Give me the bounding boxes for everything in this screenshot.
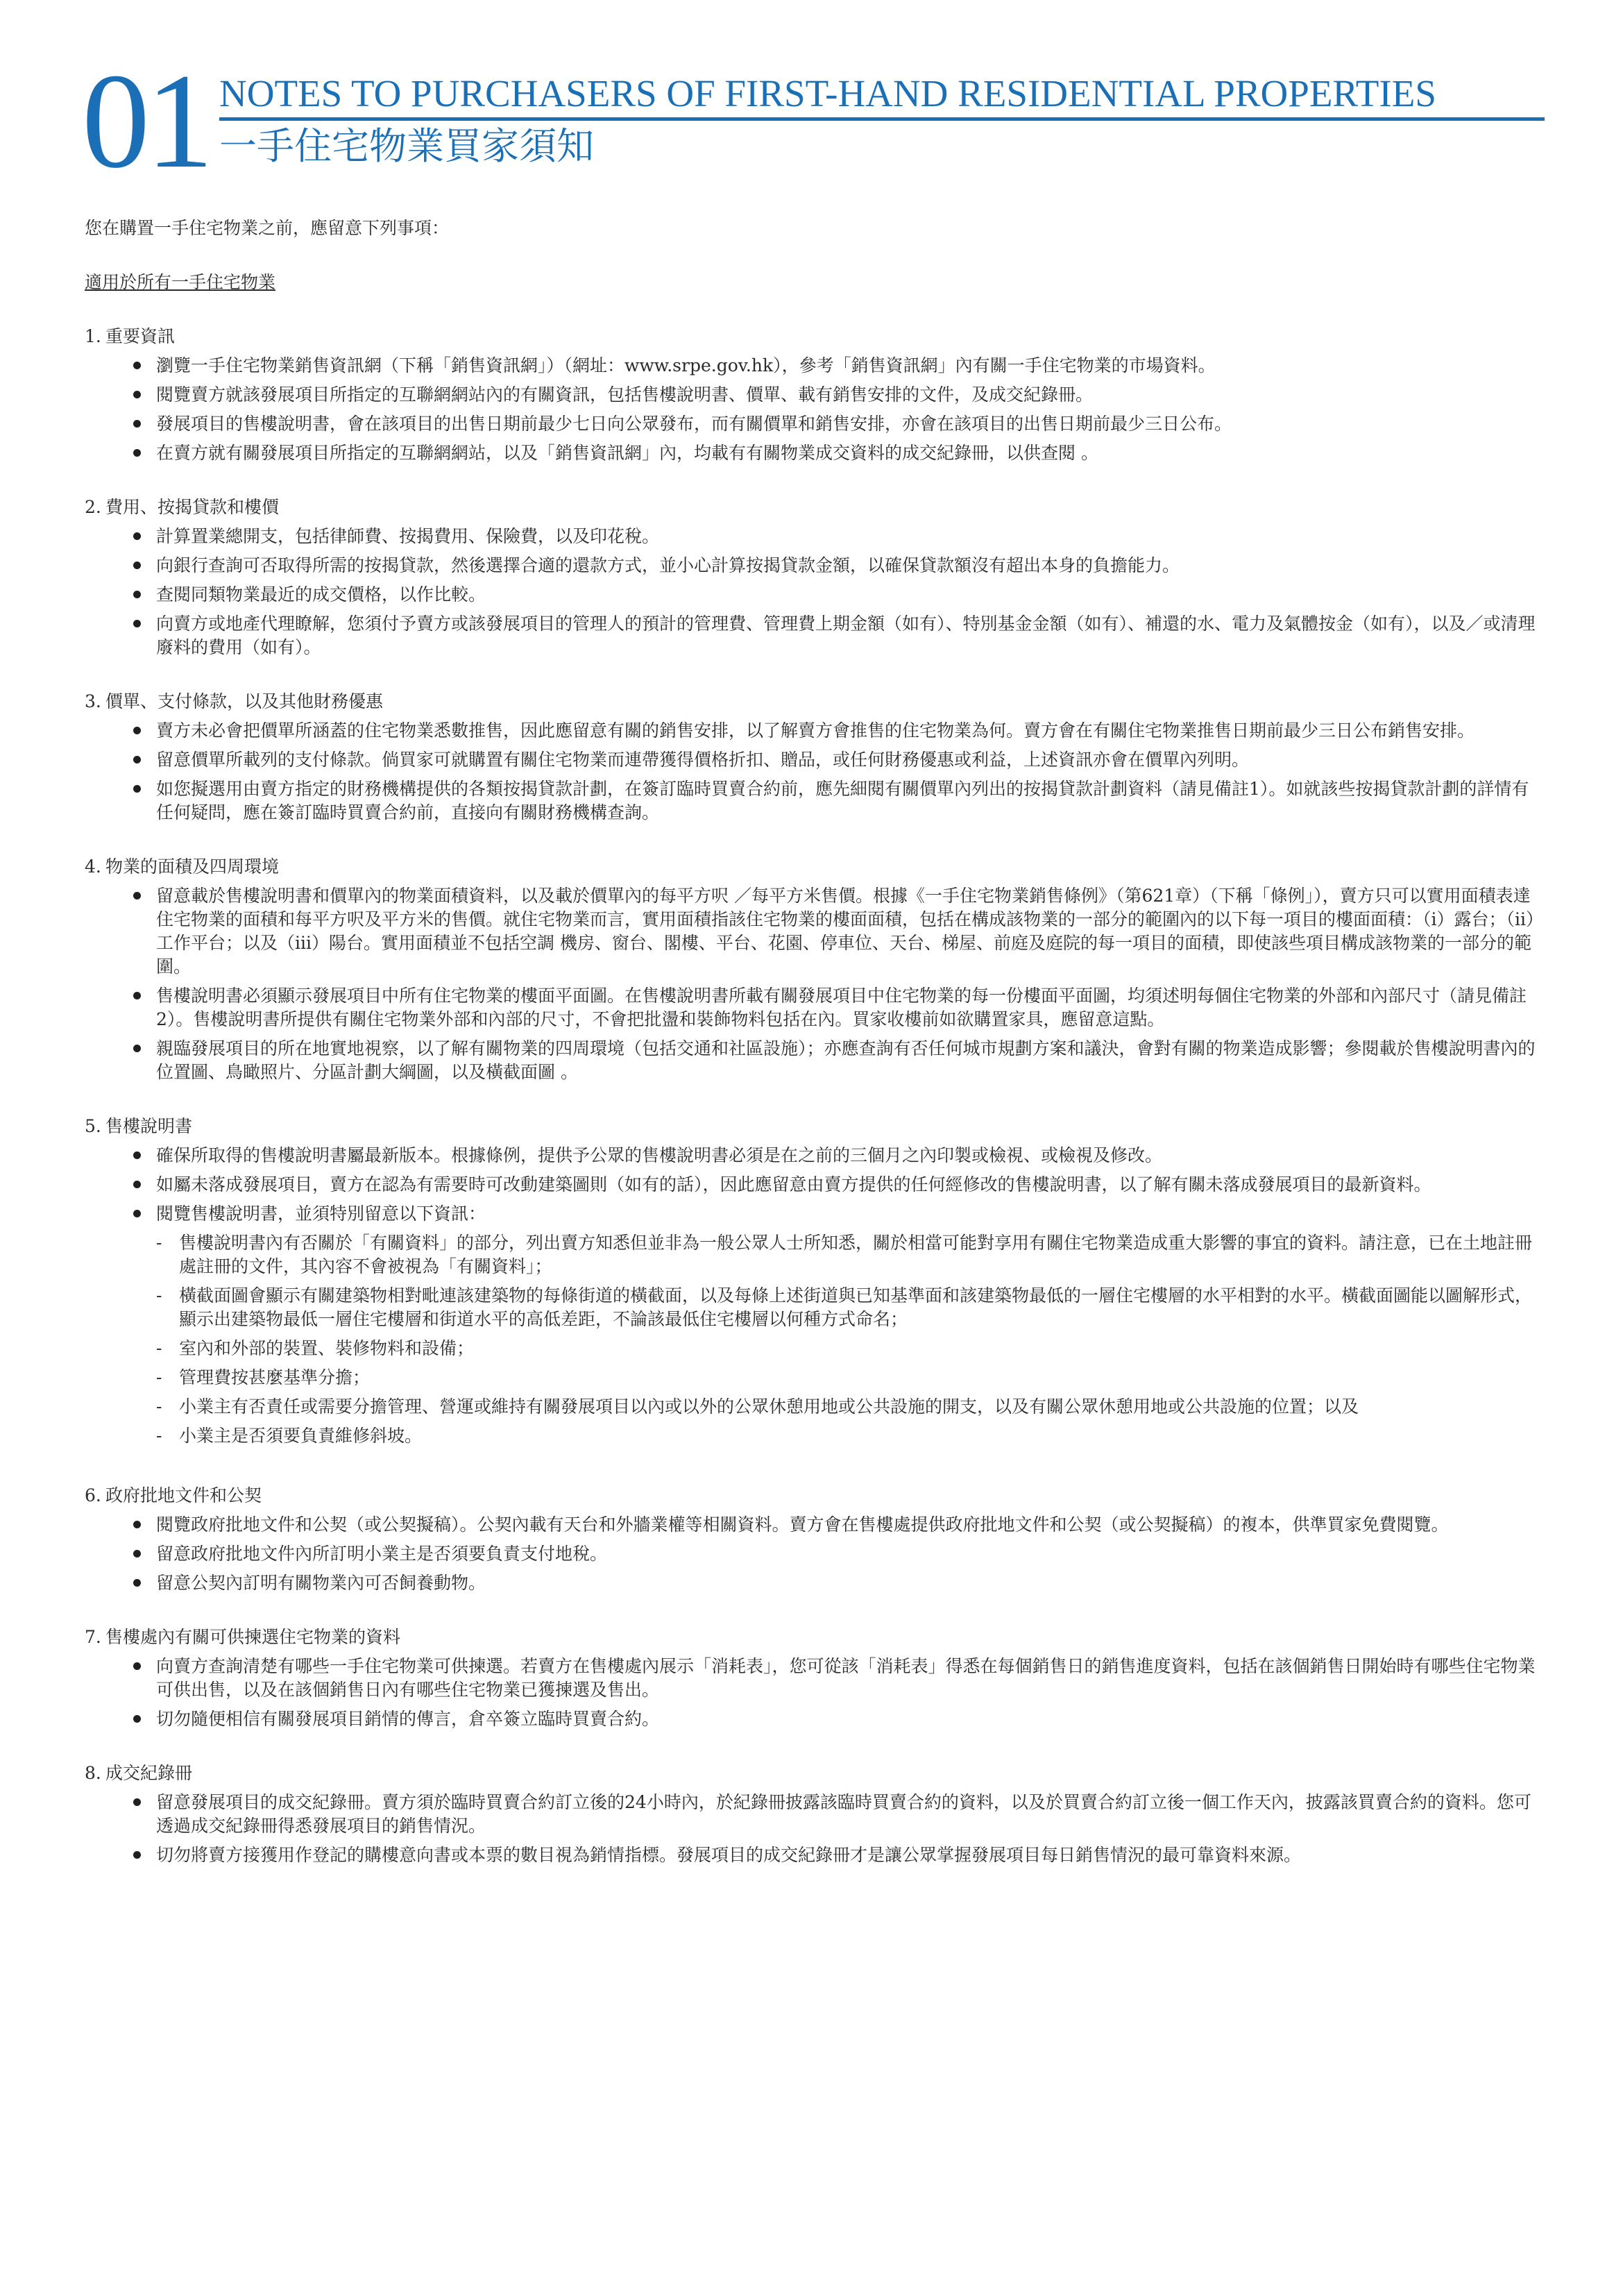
- sub-item: [156, 1366, 1546, 1390]
- section-heading: [85, 1626, 1546, 1649]
- scope-heading: 適用於所有一手住宅物業: [85, 272, 276, 292]
- dash-icon: -: [156, 1285, 162, 1306]
- bullet-text: 計算置業總開支，包括律師費、按揭費用、保險費，以及印花稅。: [156, 526, 660, 546]
- bullet-text: 留意公契內訂明有關物業內可否飼養動物。: [156, 1573, 486, 1593]
- bullet-dot-icon: [133, 1521, 141, 1528]
- bullet-dot-icon: [133, 1579, 141, 1587]
- section-2: [85, 496, 1546, 659]
- bullet-item: [133, 719, 1546, 743]
- bullet-item: [133, 1843, 1546, 1867]
- bullet-list: [85, 1144, 1546, 1453]
- dash-icon: -: [156, 1233, 162, 1253]
- section-heading: [85, 1484, 1546, 1508]
- bullet-dot-icon: [133, 1550, 141, 1558]
- bullet-list: [85, 884, 1546, 1084]
- bullet-content: [156, 441, 1546, 465]
- section-number: 5.: [85, 1116, 101, 1136]
- bullet-list: [85, 525, 1546, 659]
- section-heading: [85, 1762, 1546, 1785]
- bullet-dot-icon: [133, 532, 141, 540]
- bullet-text: 確保所取得的售樓說明書屬最新版本。根據條例，提供予公眾的售樓說明書必須是在之前的三個月之內印製或檢視、或檢視及修改。: [156, 1145, 1163, 1165]
- section-7: [85, 1626, 1546, 1731]
- bullet-dot-icon: [133, 1715, 141, 1723]
- bullet-item: [133, 1655, 1546, 1702]
- bullet-content: [156, 1655, 1546, 1702]
- bullet-dot-icon: [133, 1210, 141, 1217]
- bullet-item: [133, 777, 1546, 825]
- title-divider: [219, 117, 1545, 121]
- sub-item-text: 售樓說明書內有否關於「有關資料」的部分，列出賣方知悉但並非為一般公眾人士所知悉，關於相當可能對享用有關住宅物業造成重大影響的事宜的資料。請注意，已在土地註冊處註冊的文件，其內容不會被視為「有關資料」；: [179, 1233, 1533, 1276]
- bullet-list: [85, 1655, 1546, 1731]
- bullet-content: [156, 1791, 1546, 1838]
- section-title: 售樓說明書: [105, 1116, 193, 1136]
- bullet-list: [85, 719, 1546, 825]
- bullet-content: [156, 1144, 1546, 1167]
- section-title: 價單、支付條款，以及其他財務優惠: [105, 691, 384, 711]
- bullet-text: 留意價單所載列的支付條款。倘買家可就購置有關住宅物業而連帶獲得價格折扣、贈品，或任何財務優惠或利益，上述資訊亦會在價單內列明。: [156, 750, 1250, 770]
- bullet-text: 親臨發展項目的所在地實地視察，以了解有關物業的四周環境（包括交通和社區設施）；亦應查詢有否任何城市規劃方案和議決，會對有關的物業造成影響；參閱載於售樓說明書內的位置圖、鳥瞰照片、分區計劃大綱圖，以及橫截面圖 。: [156, 1038, 1536, 1082]
- dash-icon: -: [156, 1396, 162, 1417]
- bullet-content: [156, 1037, 1546, 1084]
- bullet-dot-icon: [133, 1798, 141, 1806]
- bullet-content: [156, 719, 1546, 743]
- bullet-item: [133, 583, 1546, 607]
- bullet-list: [85, 1513, 1546, 1595]
- bullet-text: 留意載於售樓說明書和價單內的物業面積資料，以及載於價單內的每平方呎 ／每平方米售價。根據《一手住宅物業銷售條例》（第621章）（下稱「條例」），賣方只可以實用面積表達住宅物業的面積和每平方呎及平方米的售價。就住宅物業而言，實用面積指該住宅物業的樓面面積，包括在構成該物業的一部分的範圍內的以下每一項目的樓面面積：（i）露台；（ii）工作平台；以及（iii）陽台。實用面積並不包括空調 機房、窗台、閣樓、平台、花園、停車位、天台、梯屋、前庭及庭院的每一項目的面積，即使該些項目構成該物業的一部分的範圍。: [156, 886, 1543, 977]
- bullet-text: 查閱同類物業最近的成交價格，以作比較。: [156, 584, 486, 605]
- bullet-content: [156, 777, 1546, 825]
- section-number: 4.: [85, 856, 101, 877]
- bullet-content: [156, 884, 1546, 979]
- bullet-item: [133, 1202, 1546, 1453]
- page-header: [82, 46, 1553, 196]
- bullet-text: 閱覽售樓說明書，並須特別留意以下資訊：: [156, 1204, 486, 1224]
- section-heading: [85, 325, 1546, 348]
- sections-list: [85, 325, 1546, 1867]
- bullet-content: [156, 748, 1546, 772]
- section-title: 重要資訊: [105, 326, 176, 346]
- sub-item: [156, 1337, 1546, 1360]
- bullet-text: 向賣方或地產代理瞭解，您須付予賣方或該發展項目的管理人的預計的管理費、管理費上期金額（如有）、特別基金金額（如有）、補還的水、電力及氣體按金（如有），以及／或清理廢料的費用（如有）。: [156, 614, 1536, 657]
- bullet-item: [133, 1037, 1546, 1084]
- bullet-item: [133, 1173, 1546, 1197]
- section-5: [85, 1115, 1546, 1453]
- bullet-item: [133, 1571, 1546, 1595]
- bullet-item: [133, 1144, 1546, 1167]
- section-heading: [85, 1115, 1546, 1138]
- dash-icon: -: [156, 1426, 162, 1446]
- bullet-content: [156, 1513, 1546, 1537]
- bullet-content: [156, 383, 1546, 407]
- bullet-item: [133, 984, 1546, 1031]
- bullet-dot-icon: [133, 727, 141, 734]
- bullet-content: [156, 1202, 1546, 1453]
- sub-item-text: 橫截面圖會顯示有關建築物相對毗連該建築物的每條街道的橫截面，以及每條上述街道與已知基準面和該建築物最低的一層住宅樓層的水平相對的水平。橫截面圖能以圖解形式，顯示出建築物最低一層住宅樓層和街道水平的高低差距，不論該最低住宅樓層以何種方式命名；: [179, 1285, 1533, 1329]
- bullet-dot-icon: [133, 362, 141, 369]
- bullet-dot-icon: [133, 620, 141, 627]
- bullet-dot-icon: [133, 391, 141, 398]
- bullet-dot-icon: [133, 892, 141, 900]
- bullet-content: [156, 1571, 1546, 1595]
- section-title: 成交紀錄冊: [105, 1763, 193, 1783]
- sub-item: [156, 1424, 1546, 1448]
- bullet-text: 發展項目的售樓說明書，會在該項目的出售日期前最少七日向公眾發布，而有關價單和銷售安排，亦會在該項目的出售日期前最少三日公布。: [156, 414, 1232, 434]
- bullet-text: 向銀行查詢可否取得所需的按揭貸款，然後選擇合適的還款方式，並小心計算按揭貸款金額，以確保貸款額沒有超出本身的負擔能力。: [156, 555, 1180, 575]
- bullet-content: [156, 525, 1546, 548]
- section-heading: [85, 496, 1546, 519]
- bullet-dot-icon: [133, 1662, 141, 1670]
- section-3: [85, 690, 1546, 825]
- bullet-content: [156, 612, 1546, 659]
- section-title: 物業的面積及四周環境: [105, 856, 280, 877]
- bullet-item: [133, 412, 1546, 436]
- dash-icon: -: [156, 1367, 162, 1387]
- bullet-content: [156, 1843, 1546, 1867]
- section-1: [85, 325, 1546, 465]
- bullet-dot-icon: [133, 420, 141, 428]
- bullet-dot-icon: [133, 1181, 141, 1188]
- bullet-item: [133, 1791, 1546, 1838]
- bullet-content: [156, 1542, 1546, 1566]
- section-heading: [85, 690, 1546, 714]
- bullet-text: 在賣方就有關發展項目所指定的互聯網網站，以及「銷售資訊網」內，均載有有關物業成交資料的成交紀錄冊，以供查閱 。: [156, 443, 1098, 463]
- bullet-text: 如屬未落成發展項目，賣方在認為有需要時可改動建築圖則（如有的話），因此應留意由賣方提供的任何經修改的售樓說明書，以了解有關未落成發展項目的最新資料。: [156, 1174, 1431, 1195]
- title-chinese: 一手住宅物業買家須知: [219, 124, 594, 168]
- section-number: 2.: [85, 497, 101, 517]
- section-8: [85, 1762, 1546, 1867]
- bullet-text: 向賣方查詢清楚有哪些一手住宅物業可供揀選。若賣方在售樓處內展示「消耗表」，您可從該「消耗表」得悉在每個銷售日的銷售進度資料，包括在該個銷售日開始時有哪些住宅物業可供出售，以及在該個銷售日內有哪些住宅物業已獲揀選及售出。: [156, 1656, 1536, 1700]
- bullet-item: [133, 383, 1546, 407]
- bullet-dot-icon: [133, 1151, 141, 1159]
- bullet-item: [133, 525, 1546, 548]
- bullet-content: [156, 583, 1546, 607]
- bullet-dot-icon: [133, 449, 141, 457]
- document-body: [85, 217, 1546, 1898]
- bullet-text: 留意發展項目的成交紀錄冊。賣方須於臨時買賣合約訂立後的24小時內，於紀錄冊披露該臨時買賣合約的資料，以及於買賣合約訂立後一個工作天內，披露該買賣合約的資料。您可透過成交紀錄冊得悉發展項目的銷售情況。: [156, 1792, 1531, 1836]
- bullet-text: 切勿將賣方接獲用作登記的購樓意向書或本票的數目視為銷情指標。發展項目的成交紀錄冊才是讓公眾掌握發展項目每日銷售情況的最可靠資料來源。: [156, 1845, 1302, 1865]
- bullet-dot-icon: [133, 591, 141, 598]
- bullet-item: [133, 1542, 1546, 1566]
- sub-item: [156, 1284, 1546, 1331]
- bullet-dot-icon: [133, 1045, 141, 1052]
- bullet-item: [133, 354, 1546, 378]
- bullet-item: [133, 748, 1546, 772]
- bullet-dot-icon: [133, 562, 141, 569]
- bullet-text: 瀏覽一手住宅物業銷售資訊網（下稱「銷售資訊網」）（網址：www.srpe.gov.hk），參考「銷售資訊網」內有關一手住宅物業的市場資料。: [156, 355, 1216, 375]
- bullet-list: [85, 354, 1546, 465]
- bullet-content: [156, 984, 1546, 1031]
- bullet-dot-icon: [133, 785, 141, 793]
- sub-item-text: 小業主有否責任或需要分擔管理、營運或維持有關發展項目以內或以外的公眾休憩用地或公共設施的開支，以及有關公眾休憩用地或公共設施的位置；以及: [179, 1396, 1359, 1417]
- section-number: 3.: [85, 691, 101, 711]
- sub-item: [156, 1395, 1546, 1419]
- section-number: 6.: [85, 1485, 101, 1505]
- sub-item-list: [156, 1231, 1546, 1448]
- bullet-text: 閱覽政府批地文件和公契（或公契擬稿）。公契內載有天台和外牆業權等相關資料。賣方會在售樓處提供政府批地文件和公契（或公契擬稿）的複本，供準買家免費閱覽。: [156, 1514, 1449, 1535]
- section-number: 1.: [85, 326, 101, 346]
- bullet-item: [133, 884, 1546, 979]
- section-6: [85, 1484, 1546, 1595]
- sub-item-text: 管理費按甚麼基準分擔；: [179, 1367, 371, 1387]
- section-title: 費用、按揭貸款和樓價: [105, 497, 280, 517]
- bullet-text: 賣方未必會把價單所涵蓋的住宅物業悉數推售，因此應留意有關的銷售安排，以了解賣方會推售的住宅物業為何。賣方會在有關住宅物業推售日期前最少三日公布銷售安排。: [156, 720, 1475, 741]
- bullet-content: [156, 1707, 1546, 1731]
- sub-item-text: 小業主是否須要負責維修斜坡。: [179, 1426, 423, 1446]
- bullet-item: [133, 441, 1546, 465]
- bullet-item: [133, 554, 1546, 577]
- section-4: [85, 855, 1546, 1084]
- bullet-content: [156, 354, 1546, 378]
- sub-item: [156, 1231, 1546, 1278]
- bullet-list: [85, 1791, 1546, 1867]
- bullet-item: [133, 1513, 1546, 1537]
- bullet-item: [133, 1707, 1546, 1731]
- bullet-content: [156, 1173, 1546, 1197]
- bullet-item: [133, 612, 1546, 659]
- section-title: 政府批地文件和公契: [105, 1485, 262, 1505]
- chapter-number: 01: [82, 46, 210, 196]
- bullet-text: 售樓說明書必須顯示發展項目中所有住宅物業的樓面平面圖。在售樓說明書所載有關發展項目中住宅物業的每一份樓面平面圖，均須述明每個住宅物業的外部和內部尺寸（請見備註2）。售樓說明書所提供有關住宅物業外部和內部的尺寸，不會把批盪和裝飾物料包括在內。買家收樓前如欲購置家具，應留意這點。: [156, 986, 1527, 1029]
- bullet-text: 如您擬選用由賣方指定的財務機構提供的各類按揭貸款計劃，在簽訂臨時買賣合約前，應先細閱有關價單內列出的按揭貸款計劃資料（請見備註1）。如就該些按揭貸款計劃的詳情有任何疑問，應在簽訂臨時買賣合約前，直接向有關財務機構查詢。: [156, 779, 1529, 822]
- section-number: 7.: [85, 1627, 101, 1647]
- section-heading: [85, 855, 1546, 879]
- section-title: 售樓處內有關可供揀選住宅物業的資料: [105, 1627, 401, 1647]
- bullet-text: 閱覽賣方就該發展項目所指定的互聯網網站內的有關資訊，包括售樓說明書、價單、載有銷售安排的文件，及成交紀錄冊。: [156, 385, 1094, 405]
- bullet-text: 切勿隨便相信有關發展項目銷情的傳言，倉卒簽立臨時買賣合約。: [156, 1709, 660, 1729]
- section-number: 8.: [85, 1763, 101, 1783]
- bullet-dot-icon: [133, 1851, 141, 1859]
- bullet-dot-icon: [133, 756, 141, 763]
- bullet-dot-icon: [133, 992, 141, 999]
- bullet-content: [156, 554, 1546, 577]
- sub-item-text: 室內和外部的裝置、裝修物料和設備；: [179, 1338, 475, 1358]
- intro-text: 您在購置一手住宅物業之前，應留意下列事項：: [85, 218, 450, 238]
- dash-icon: -: [156, 1338, 162, 1358]
- title-english: NOTES TO PURCHASERS OF FIRST-HAND RESIDENTIAL PROPERTIES: [219, 72, 1436, 115]
- bullet-content: [156, 412, 1546, 436]
- bullet-text: 留意政府批地文件內所訂明小業主是否須要負責支付地稅。: [156, 1544, 608, 1564]
